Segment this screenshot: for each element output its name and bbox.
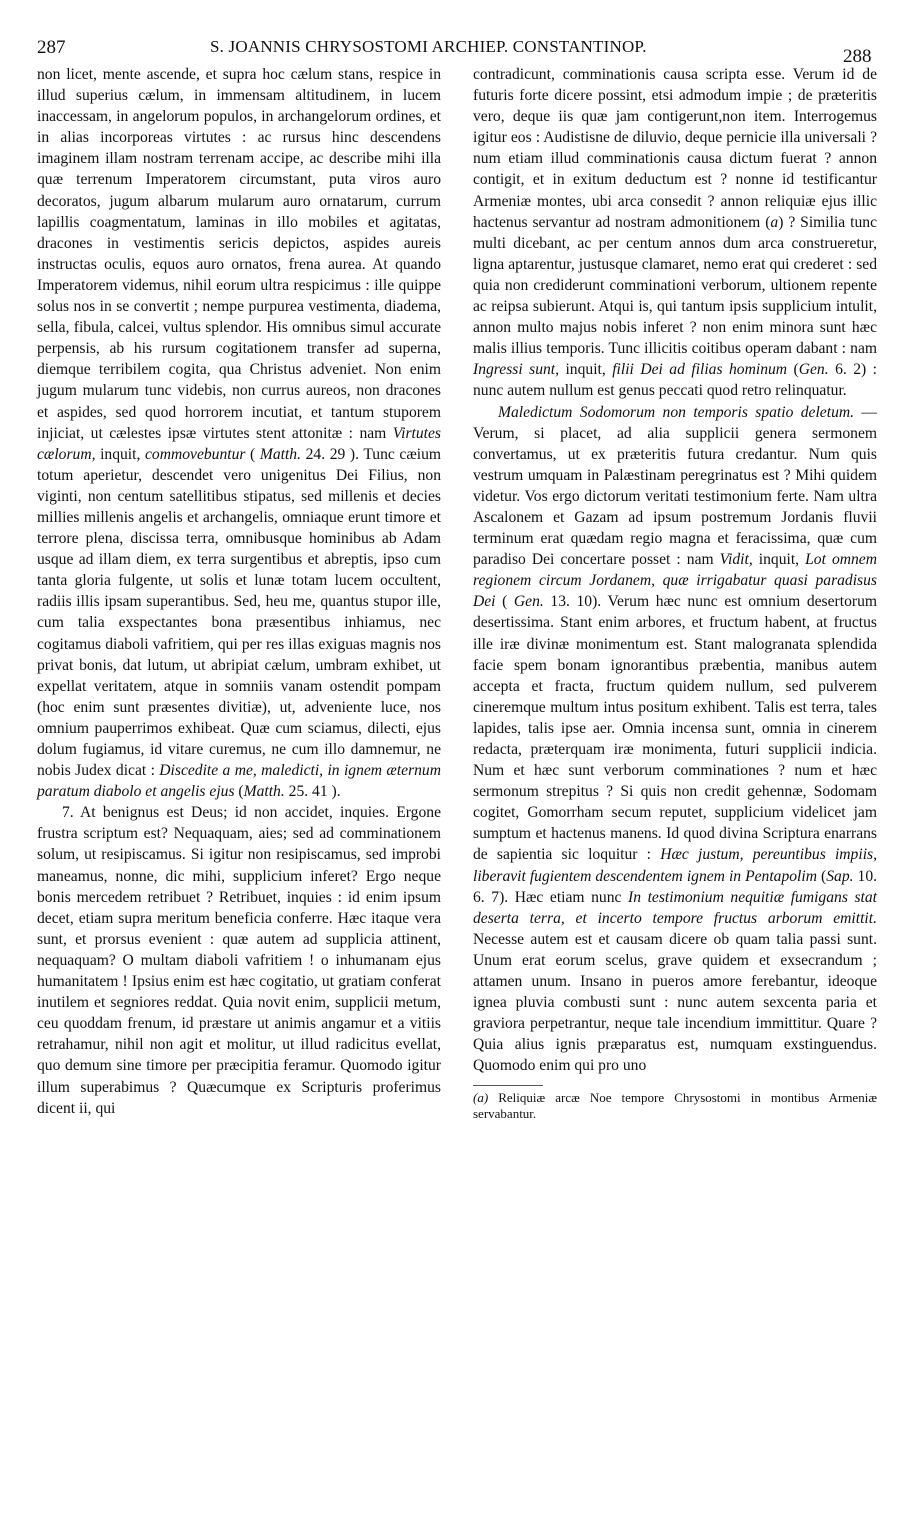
paragraph-continuation: contradicunt, comminationis causa scripta esse. Verum id de futuris forte dicere possint, etsi admodum impie ; de præteritis vero, deque iis quæ jam contigerunt,non item. Interrogemus igitur eos : Audistisne de diluvio, deque pernicie illa universali ? num etiam illud comminationis causa dictum fuerat ? annon contigit, et in exitum deductum est ? nonne id testificantur Armeniæ montes, ubi arca consedit ? annon reliquiæ ejus illic hactenus servantur ad nostram admonitionem (a) ? Similia tunc multi dicebant, ac per centum annos dum arca construeretur, ligna aptarentur, justusque clamaret, nemo erat qui crederet : sed quia non crediderunt comminationi verborum, ultionem repente ac reipsa subierunt. Atqui is, qui tantum ipsis supplicium intulit, annon multo majus nobis inferet ? non enim minora sunt hæc malis illius temporis. Tunc illicitis coitibus operam dabant : nam Ingressi sunt, inquit, filii Dei ad filias hominum (Gen. 6. 2) : nunc autem nullum est genus peccati quod retro relinquatur.	[473, 66, 877, 400]
running-header: S. JOANNIS CHRYSOSTOMI ARCHIEP. CONSTANTINOP.	[210, 37, 647, 56]
footnote: (a) Reliquiæ arcæ Noe tempore Chrysostomi in montibus Armeniæ servabantur.	[473, 1089, 877, 1121]
page-number-right: 288	[843, 46, 872, 67]
paragraph-continuation: non licet, mente ascende, et supra hoc cælum stans, respice in illud superius cælum, in immensam altitudinem, in lucem inaccessam, in angelorum populos, in archangelorum ordines, et in alias incorporeas virtutes : ac rursus hinc descendens imaginem illam nostram terrenam accipe, ac describe mihi illa quæ terrenum Imperatorem circumstant, puta viros auro decoratos, jugum albarum mularum auro ornatarum, currum lapillis coagmentatum, laminas in illo mobiles et agitatas, dracones in vestimentis sericis depictos, aspides aureis instructas oculis, equos auro ornatos, frena aurea. At quando Imperatorem videmus, nihil eorum ultra respicimus : ille quippe solus nos in se convertit ; nempe purpurea vestimenta, diadema, sella, fibula, calcei, vultus splendor. His omnibus simul accurate perpensis, ab his rursum cogitationem transfer ad superna, diemque terribilem cogita, qua Christus adveniet. Non enim jugum mularum tunc videbis, non currus aureos, non dracones et aspides, sed quod horrorem incutiat, et tantum stuporem injiciat, ut cælestes ipsæ virtutes stent attonitæ : nam Virtutes cælorum, inquit, commovebuntur ( Matth. 24. 29 ). Tunc cæium totum aperietur, descendet vero unigenitus Dei Filius, non viginti, non centum satellitibus stipatus, sed millenis et decies millies millenis angelis et archangelis, omniaque erunt timore et terrore plena, discissa terra, omnibusque hominibus ab Adam usque ad illam diem, ex terra surgentibus et abreptis, ipso cum tanta gloria fulgente, ut solis et lunæ totam lucem occultent, radiis illis ipsam superantibus. Sed, heu me, quantus stupor ille, cum talia exspectantes bona præsentibus inhiamus, nec cogitamus diaboli vafritiem, qui per res illas exiguas magnis nos privat bonis, dat lutum, ut abripiat cælum, umbram exhibet, ut expellat veritatem, atque in somniis vanam ostendit pompam (hoc enim sunt præsentes divitiæ), ut, adveniente luce, nos omnium pauperrimos exhibeat. Quæ cum sciamus, dilecti, ejus dolum fugiamus, id vitare curemus, ne cum illo damnemur, ne nobis Judex dicat : Discedite a me, maledicti, in ignem æternum paratum diabolo et angelis ejus (Matth. 25. 41 ).	[37, 66, 441, 801]
section-heading: Maledictum Sodomorum non temporis spatio deletum.	[497, 403, 855, 421]
left-column	[37, 64, 441, 1119]
footnote-reference: a	[770, 213, 779, 231]
footnote-divider	[473, 1085, 543, 1086]
paragraph-sodom: Maledictum Sodomorum non temporis spatio deletum. — Verum, si placet, ad alia supplicii genera sermonem convertamus, ut ex præteritis futura credantur. Num quis vestrum umquam in Palæstinam peregrinatus est ? Mihi quidem videtur. Vos ergo dictorum veritati testimonium ferte. Nam ultra Ascalonem et Gazam ad ipsum postremum Jordanis fluvii terminum erat quædam regio magna et feracissima, quæ cum paradiso Dei concertare posset : nam Vidit, inquit, Lot omnem regionem circum Jordanem, quæ irrigabatur quasi paradisus Dei ( Gen. 13. 10). Verum hæc nunc est omnium desertorum desertissima. Stant enim arbores, et fructum habent, at fructus ille iræ divinæ monimentum est. Stant malogranata splendida facie spem bonam ignorantibus præbentia, manibus autem accepta et fracta, fructum quidem nullum, sed pulverem cineremque multum intus positum exhibent. Talis est terra, tales lapides, talis ipse aer. Omnia incensa sunt, omnia in cinerem redacta, præterquam iræ monimenta, futuri supplicii indicia. Num et hæc sunt verborum comminationes ? num et hæc sermonum strepitus ? Si quis non credit gehennæ, Sodomam cogitet, Gomorrham secum reputet, supplicium videlicet jam sumptum et hactenus manens. Id quod divina Scriptura enarrans de sapientia sic loquitur : Hæc justum, pereuntibus impiis, liberavit fugientem descendentem ignem in Pentapolim (Sap. 10. 6. 7). Hæc etiam nunc In testimonium nequitiæ fumigans stat deserta terra, et incerto tempore fructus arborum emittit. Necesse autem est et causam dicere ob quam talia passi sunt. Unum erat eorum scelus, grave quidem et exsecrandum ; attamen unum. Insano in pueros amore ferebantur, ideoque ignea pluvia combusti sunt : nunc autem sexcenta paria et graviora perpetrantur, neque tale incendium immittitur. Quare ? Quia alius ignis præparatus est, numquam exstinguendus. Quomodo enim qui pro uno	[473, 403, 878, 1075]
page-number-left: 287	[37, 37, 66, 58]
right-column	[473, 64, 877, 1122]
paragraph-7: 7. At benignus est Deus; id non accidet, inquies. Ergone frustra scriptum est? Nequaquam, aies; sed ad comminationem solum, ut resipiscamus. Si igitur non resipiscamus, sed improbi maneamus, nonne, dic mihi, supplicium inferet? Ergo neque bonis mercedem retribuet ? Retribuet, inquies : id enim ipsum decet, etiam supra meritum beneficia conferre. Hæc itaque vera sunt, et prorsus evenient : quæ autem ad supplicia attinent, nequaquam? O multam diaboli vafritiem ! o inhumanam ejus humanitatem ! Ipsius enim est hæc cogitatio, ut gratiam conferat inutilem et segniores reddat. Quia novit enim, supplicii metum, ceu quoddam frenum, id præstare ut animis angamur et a vitiis retrahamur, nihil non agit et molitur, ut illud radicitus evellat, quo demum sine timore per præcipitia feramur. Quomodo igitur illum superabimus ? Quæcumque ex Scripturis proferimus dicent ii, qui	[37, 804, 441, 1117]
